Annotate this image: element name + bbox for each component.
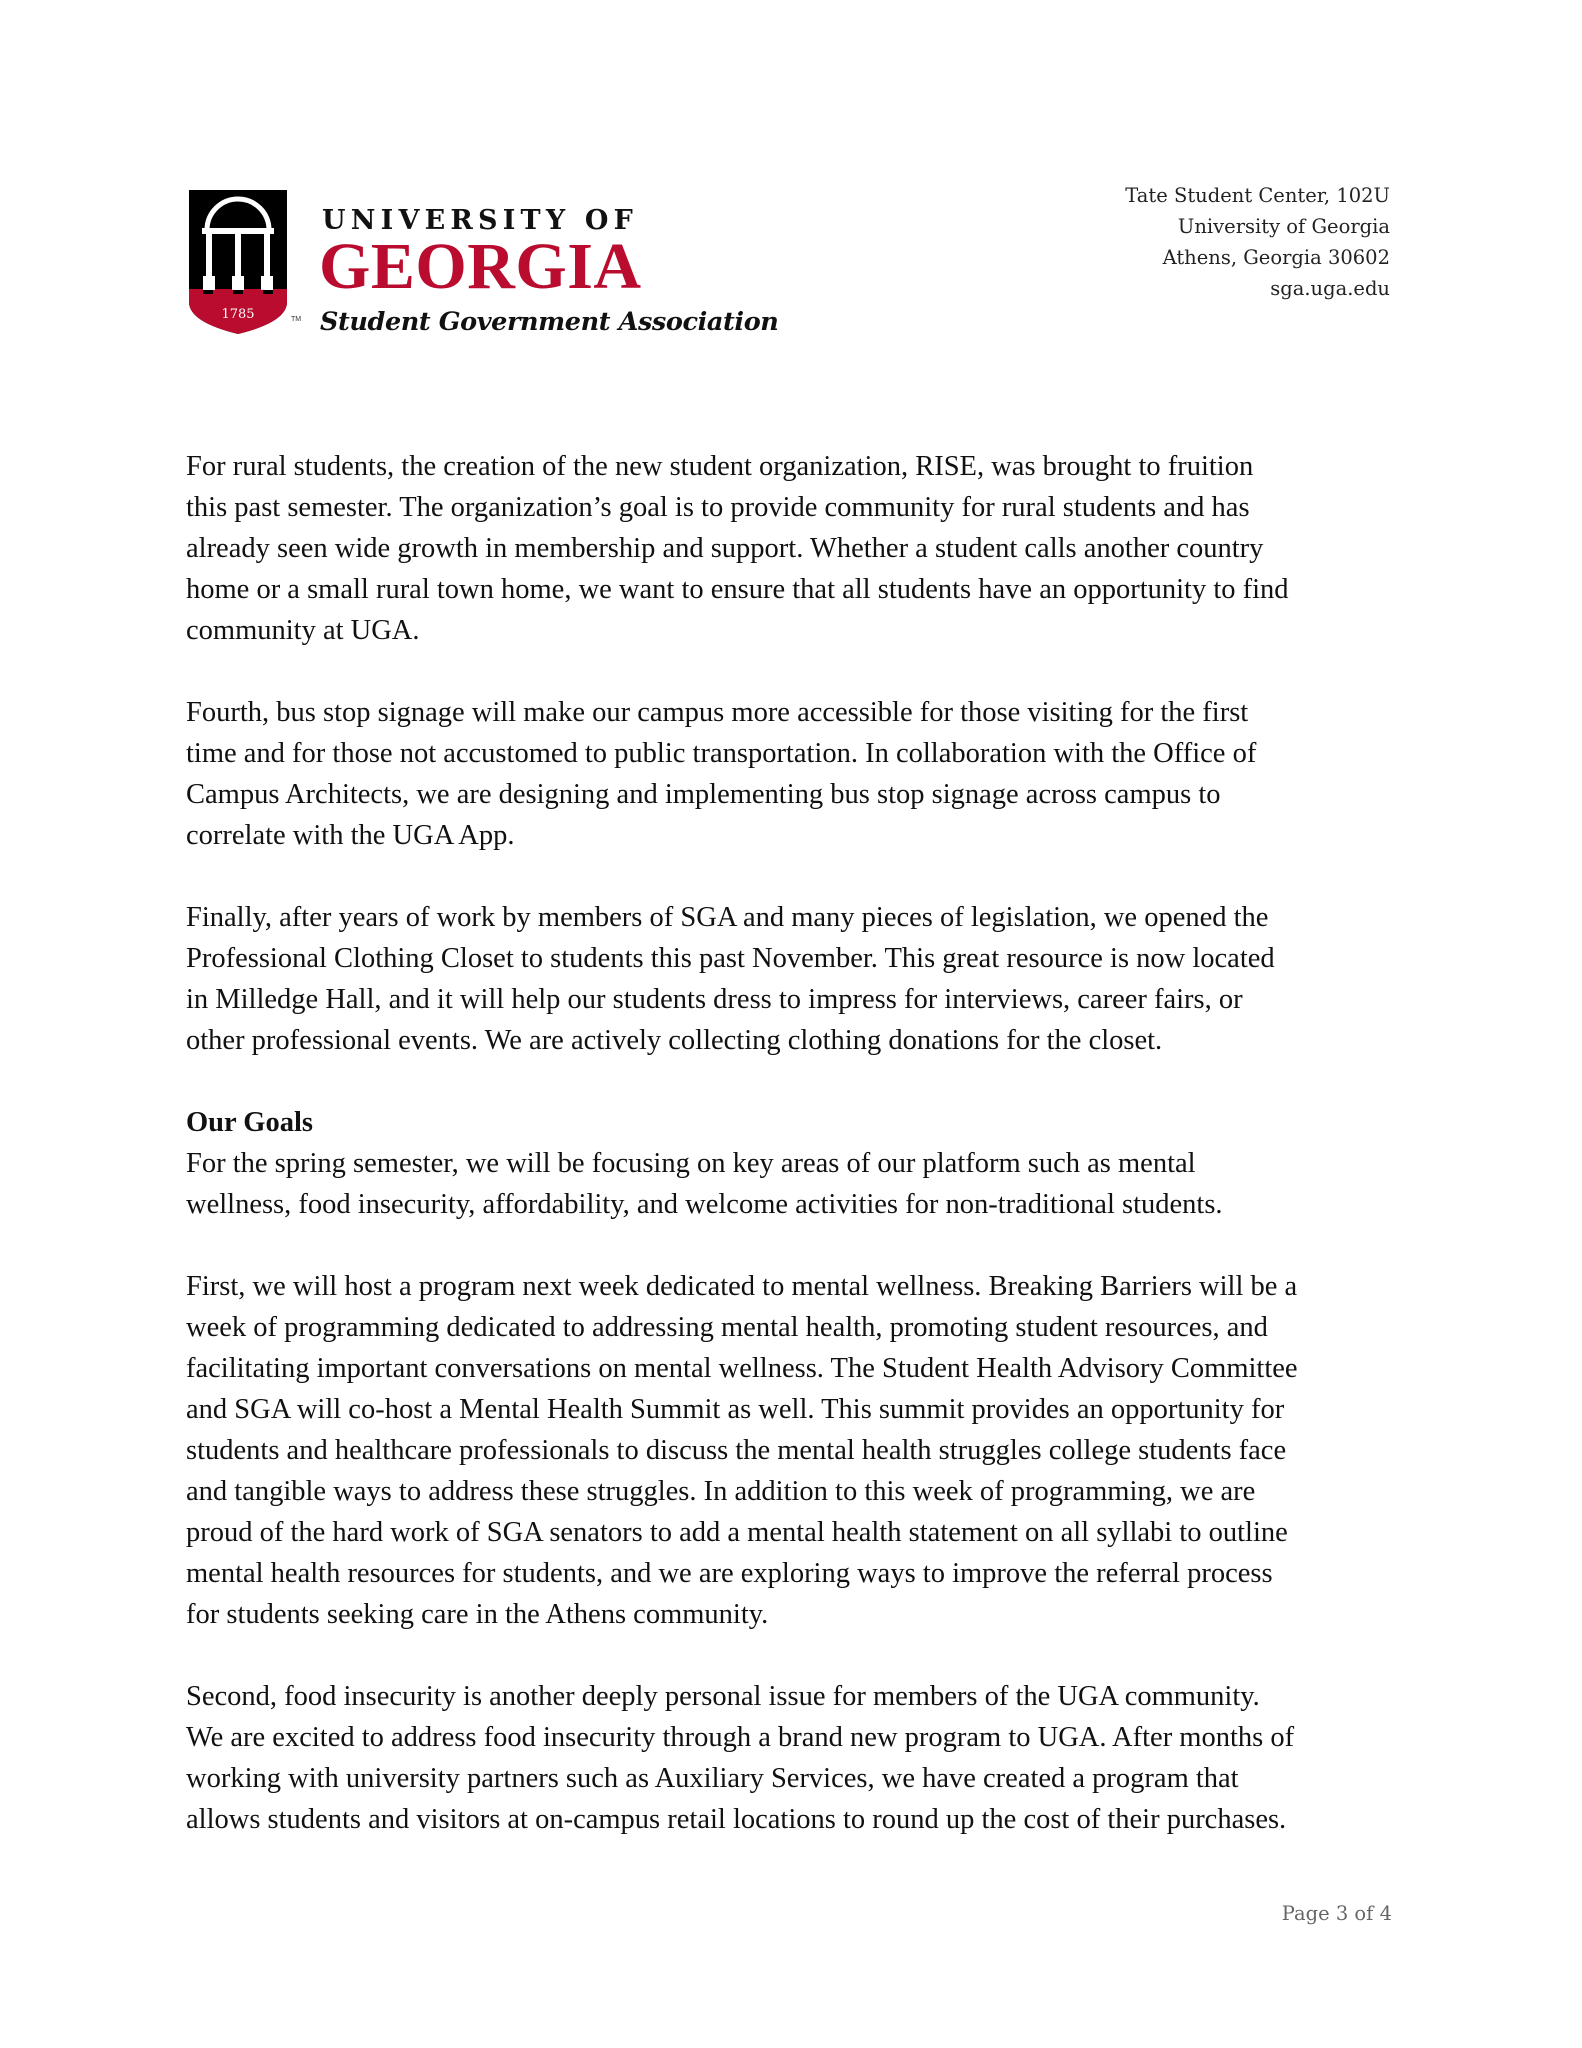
address-line: University of Georgia bbox=[1177, 215, 1390, 238]
text-line: already seen wide growth in membership and support. Whether a student calls another country bbox=[186, 533, 1264, 564]
text-line: Second, food insecurity is another deeply personal issue for members of the UGA community. bbox=[186, 1681, 1260, 1712]
paragraph-spacer bbox=[186, 1061, 1396, 1102]
wordmark-university-of: UNIVERSITY OF bbox=[322, 205, 639, 236]
text-line: other professional events. We are actively collecting clothing donations for the closet. bbox=[186, 1025, 1163, 1056]
text-line: For the spring semester, we will be focusing on key areas of our platform such as mental bbox=[186, 1148, 1196, 1179]
text-line: students and healthcare professionals to discuss the mental health struggles college students face bbox=[186, 1435, 1287, 1466]
section-heading: Our Goals bbox=[186, 1107, 313, 1138]
text-line: Professional Clothing Closet to students this past November. This great resource is now located bbox=[186, 943, 1275, 974]
text-line: wellness, food insecurity, affordability, and welcome activities for non-traditional students. bbox=[186, 1189, 1223, 1220]
text-line: home or a small rural town home, we want to ensure that all students have an opportunity to find bbox=[186, 574, 1289, 605]
text-line: working with university partners such as Auxiliary Services, we have created a program that bbox=[186, 1763, 1239, 1794]
paragraph-spacer bbox=[186, 856, 1396, 897]
paragraph-spacer bbox=[186, 1225, 1396, 1266]
paragraph-bus-signage bbox=[186, 692, 1396, 856]
text-line: for students seeking care in the Athens community. bbox=[186, 1599, 769, 1630]
paragraph-spacer bbox=[186, 1635, 1396, 1676]
text-line: community at UGA. bbox=[186, 615, 420, 646]
uga-sga-logo bbox=[189, 190, 809, 350]
text-line: week of programming dedicated to addressing mental health, promoting student resources, and bbox=[186, 1312, 1268, 1343]
wordmark-organization: Student Government Association bbox=[320, 307, 779, 337]
page-number: Page 3 of 4 bbox=[1281, 1902, 1392, 1925]
text-line: facilitating important conversations on mental wellness. The Student Health Advisory Committee bbox=[186, 1353, 1298, 1384]
paragraph-mental-wellness bbox=[186, 1266, 1396, 1635]
letterhead-address bbox=[1125, 180, 1390, 304]
address-website: sga.uga.edu bbox=[1270, 277, 1390, 300]
arch-shield-icon bbox=[189, 190, 287, 334]
text-line: We are excited to address food insecurity through a brand new program to UGA. After months of bbox=[186, 1722, 1295, 1753]
text-line: and tangible ways to address these struggles. In addition to this week of programming, we are bbox=[186, 1476, 1256, 1507]
text-line: in Milledge Hall, and it will help our students dress to impress for interviews, career fairs, or bbox=[186, 984, 1243, 1015]
text-line: First, we will host a program next week dedicated to mental wellness. Breaking Barriers will be a bbox=[186, 1271, 1298, 1302]
text-line: Finally, after years of work by members of SGA and many pieces of legislation, we opened the bbox=[186, 902, 1269, 933]
trademark-mark: TM bbox=[291, 316, 302, 323]
text-line: proud of the hard work of SGA senators to add a mental health statement on all syllabi to outline bbox=[186, 1517, 1288, 1548]
text-line: For rural students, the creation of the new student organization, RISE, was brought to fruition bbox=[186, 451, 1254, 482]
address-line: Athens, Georgia 30602 bbox=[1162, 246, 1390, 269]
letter-body bbox=[186, 446, 1396, 1840]
paragraph-spacer bbox=[186, 651, 1396, 692]
text-line: mental health resources for students, and we are exploring ways to improve the referral process bbox=[186, 1558, 1273, 1589]
address-line: Tate Student Center, 102U bbox=[1125, 184, 1390, 207]
text-line: time and for those not accustomed to public transportation. In collaboration with the Office of bbox=[186, 738, 1257, 769]
svg-text:1785: 1785 bbox=[221, 307, 255, 322]
text-line: this past semester. The organization’s goal is to provide community for rural students and has bbox=[186, 492, 1250, 523]
paragraph-clothing-closet bbox=[186, 897, 1396, 1061]
text-line: and SGA will co-host a Mental Health Summit as well. This summit provides an opportunity for bbox=[186, 1394, 1285, 1425]
wordmark-georgia: GEORGIA bbox=[319, 230, 642, 303]
text-line: allows students and visitors at on-campus retail locations to round up the cost of their purchases. bbox=[186, 1804, 1287, 1835]
section-our-goals bbox=[186, 1102, 1396, 1225]
paragraph-food-insecurity bbox=[186, 1676, 1396, 1840]
text-line: Fourth, bus stop signage will make our campus more accessible for those visiting for the first bbox=[186, 697, 1249, 728]
text-line: Campus Architects, we are designing and implementing bus stop signage across campus to bbox=[186, 779, 1221, 810]
text-line: correlate with the UGA App. bbox=[186, 820, 515, 851]
paragraph-rise bbox=[186, 446, 1396, 651]
